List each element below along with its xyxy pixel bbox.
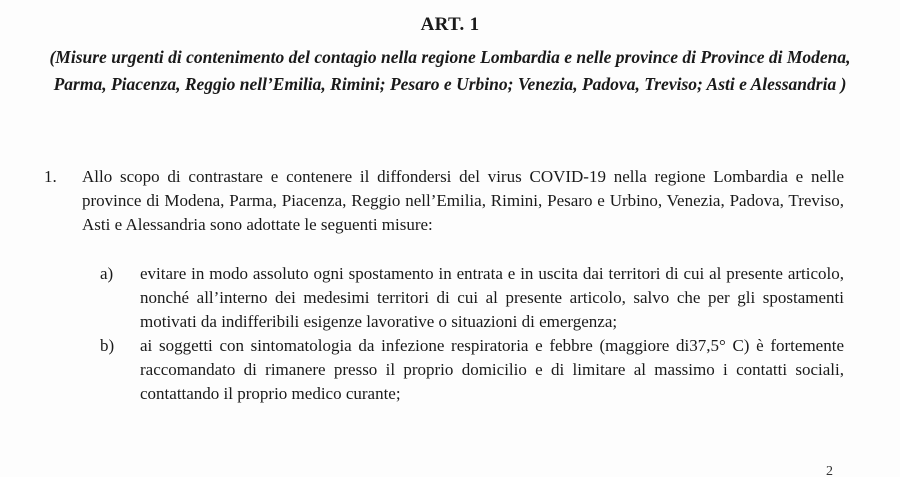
- paragraph-text: Allo scopo di contrastare e contenere il diffondersi del virus COVID-19 nella regione Lombardia e nelle province di Modena, Parma, Piacenza, Reggio nell’Emilia, Rimini, Pesaro e Urbino, Venezia, Padova, Treviso, Asti e Alessandria sono adottate le seguenti misure:: [82, 167, 844, 234]
- list-item-letter: a): [100, 264, 114, 283]
- article-subtitle: (Misure urgenti di contenimento del contagio nella regione Lombardia e nelle province di Province di Modena, Parma, Piacenza, Reggio nell’Emilia, Rimini; Pesaro e Urbino; Venezia, Padova, Treviso; Asti e Alessandria ): [49, 47, 851, 94]
- list-item-a: [100, 262, 844, 334]
- list-item-text: evitare in modo assoluto ogni spostamento in entrata e in uscita dai territori di cui al presente articolo, nonché all’interno dei medesimi territori di cui al presente articolo, salvo che per gli spostamenti motivati da indifferibili esigenze lavorative o situazioni di emergenza;: [140, 264, 844, 331]
- paragraph-1: [44, 165, 844, 237]
- article-title: ART. 1: [420, 14, 480, 35]
- measures-list: [100, 262, 844, 406]
- list-item-b: [100, 334, 844, 406]
- list-item-letter: b): [100, 336, 115, 355]
- list-item-text: ai soggetti con sintomatologia da infezione respiratoria e febbre (maggiore di37,5° C) è fortemente raccomandato di rimanere presso il proprio domicilio e di limitare al massimo i contatti sociali, contattando il proprio medico curante;: [140, 336, 844, 403]
- page-number: 2: [826, 464, 833, 479]
- paragraph-number: 1.: [44, 167, 57, 186]
